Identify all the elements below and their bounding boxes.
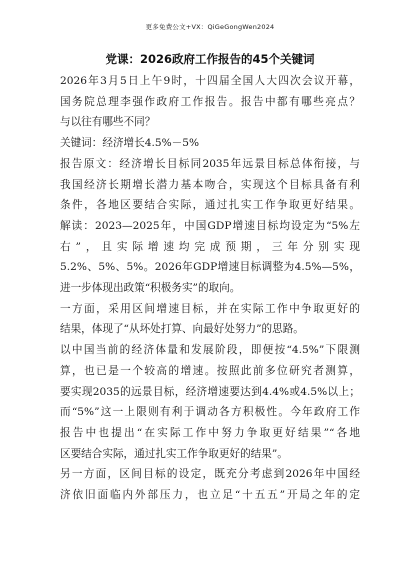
- body-text-line: 报告中也提出“在实际工作中努力争取更好结果”“各地: [60, 426, 360, 439]
- header-note: 更多免费公文+VX：QiGeGongWen2024: [145, 23, 275, 31]
- body-text-line: 进一步体现出政策“积极务实”的取向。: [60, 282, 241, 295]
- body-text-line: 我国经济长期增长潜力基本吻合，实现这个目标具备有利: [60, 178, 360, 191]
- body-text-line: 右”，且实际增速均完成预期，三年分别实现: [60, 240, 360, 253]
- body-text-line: 关键词：经济增长4.5%－5%: [60, 137, 200, 150]
- body-text-line: 结果，体现了“从坏处打算、向最好处努力”的思路。: [60, 323, 304, 336]
- body-text-line: 一方面，采用区间增速目标，并在实际工作中争取更好的: [60, 302, 360, 315]
- body-text-line: 与以往有哪些不同？: [60, 116, 156, 129]
- body-text-line: 2026年3月5日上午9时，十四届全国人大四次会议开幕，: [60, 75, 360, 87]
- body-text-line: 以中国当前的经济体量和发展阶段，即便按“4.5%”下限测: [60, 344, 360, 357]
- body-text-line: 解读：2023—2025年，中国GDP增速目标均设定为“5%左: [60, 219, 360, 232]
- body-text-line: 条件，各地区要结合实际，通过扎实工作争取更好结果。: [60, 199, 360, 212]
- document-body: [60, 71, 360, 506]
- body-text-line: 5.2%、5%、5%。2026年GDP增速目标调整为4.5%—5%，: [60, 261, 360, 274]
- body-text-line: 报告原文：经济增长目标同2035年远景目标总体衔接，与: [60, 157, 360, 170]
- body-text-line: 区要结合实际，通过扎实工作争取更好的结果”。: [60, 447, 288, 460]
- body-text-line: 而“5%”这一上限则有利于调动各方积极性。今年政府工作: [60, 406, 360, 419]
- body-text-line: 要实现2035的远景目标，经济增速要达到4.4%或4.5%以上；: [60, 385, 360, 398]
- body-text-line: 另一方面，区间目标的设定，既充分考虑到2026年中国经: [60, 468, 360, 481]
- body-text-line: 济依旧面临内外部压力，也立足“十五五”开局之年的定: [60, 489, 360, 502]
- body-text-line: 国务院总理李强作政府工作报告。报告中都有哪些亮点？: [60, 95, 360, 108]
- document-title: 党课：2026政府工作报告的45个关键词: [105, 52, 315, 66]
- body-text-line: 算，也已是一个较高的增速。按照此前多位研究者测算，: [60, 364, 360, 377]
